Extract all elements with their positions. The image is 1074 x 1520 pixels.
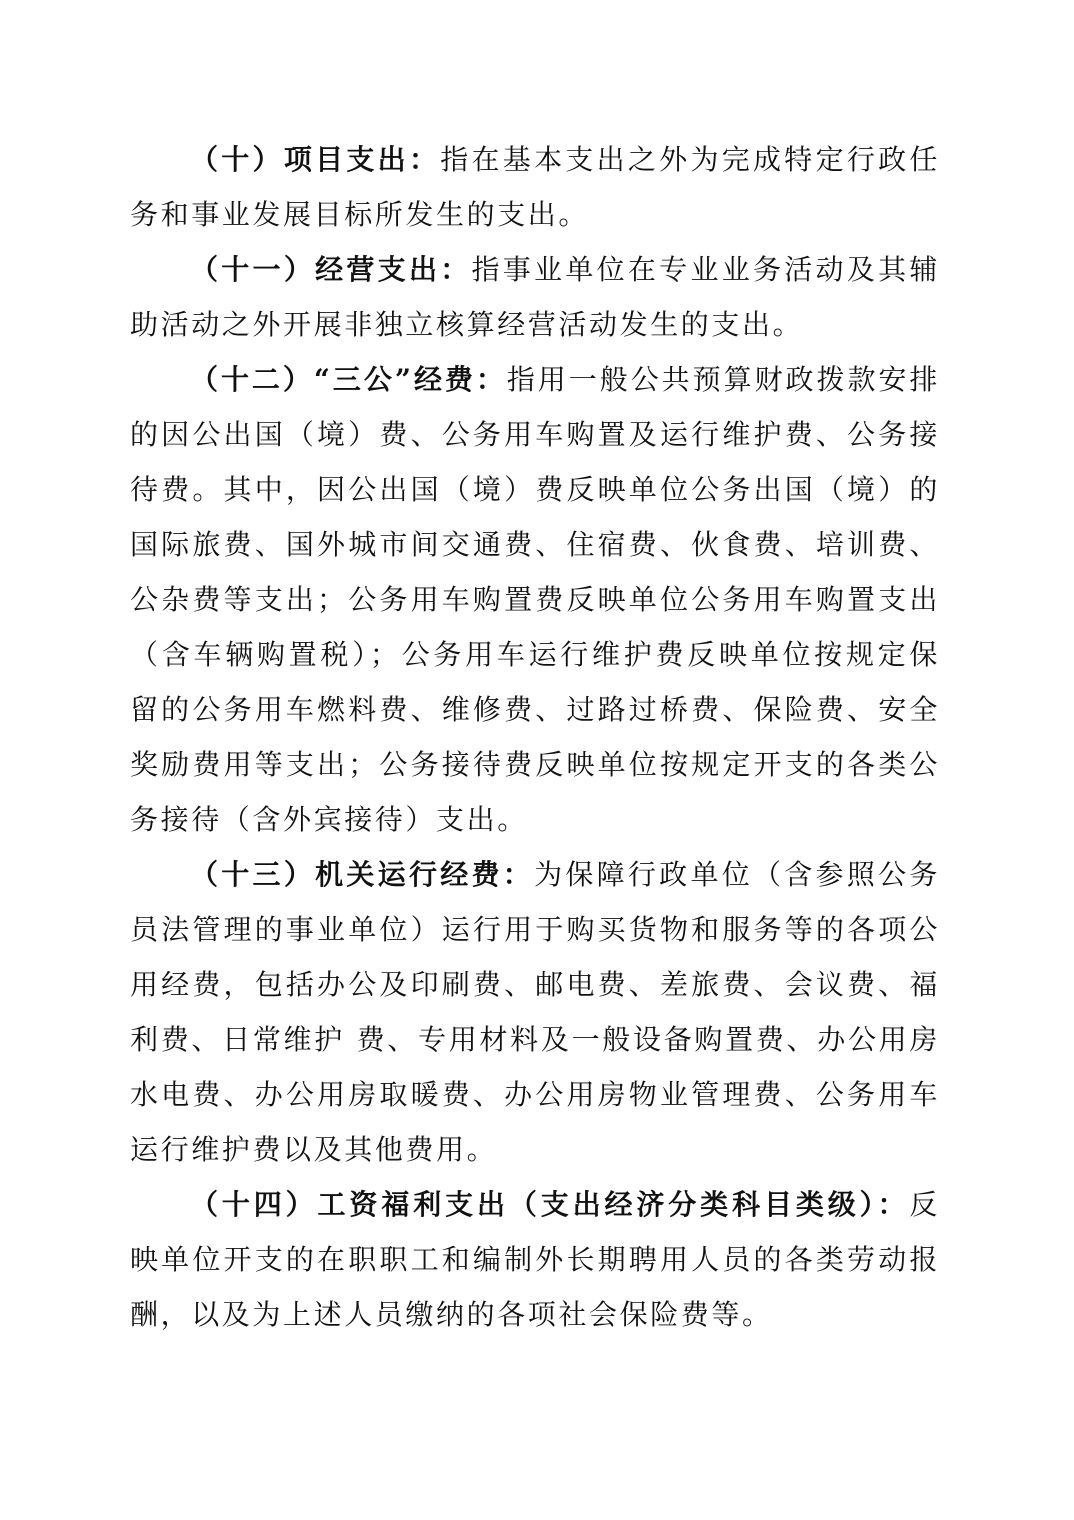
paragraph-operating-expenditure (130, 242, 940, 352)
document-body (130, 132, 940, 1342)
definition-three-public-funds: 指用一般公共预算财政拨款安排的因公出国（境）费、公务用车购置及运行维护费、公务接待费。其中，因公出国（境）费反映单位公务出国（境）的国际旅费、国外城市间交通费、住宿费、伙食费、培训费、公杂费等支出；公务用车购置费反映单位公务用车购置支出（含车辆购置税）；公务用车运行维护费反映单位按规定保留的公务用车燃料费、维修费、过路过桥费、保险费、安全奖励费用等支出；公务接待费反映单位按规定开支的各类公务接待（含外宾接待）支出。 (130, 363, 941, 836)
definition-operating-expenditure: 指事业单位在专业业务活动及其辅助活动之外开展非独立核算经营活动发生的支出。 (130, 253, 940, 341)
definition-agency-operating-funds: 为保障行政单位（含参照公务员法管理的事业单位）运行用于购买货物和服务等的各项公用经费，包括办公及印刷费、邮电费、差旅费、会议费、福利费、日常维护 费、专用材料及一般设备购置费、办公用房水电费、办公用房取暖费、办公用房物业管理费、公务用车运行维护费以及其他费用。 (130, 858, 940, 1166)
term-wage-welfare-expenditure: （十四）工资福利支出（支出经济分类科目类级）： (190, 1188, 910, 1221)
paragraph-three-public-funds (130, 352, 940, 847)
paragraph-project-expenditure (130, 132, 940, 242)
definition-wage-welfare-expenditure: 反映单位开支的在职职工和编制外长期聘用人员的各类劳动报酬，以及为上述人员缴纳的各项社会保险费等。 (130, 1188, 940, 1331)
definition-project-expenditure: 指在基本支出之外为完成特定行政任务和事业发展目标所发生的支出。 (130, 143, 940, 231)
term-operating-expenditure: （十一）经营支出： (190, 253, 472, 286)
term-three-public-funds: （十二）“三公”经费： (190, 363, 507, 396)
term-agency-operating-funds: （十三）机关运行经费： (190, 858, 535, 891)
term-project-expenditure: （十）项目支出： (190, 143, 441, 176)
paragraph-agency-operating-funds (130, 847, 940, 1177)
paragraph-wage-welfare-expenditure (130, 1177, 940, 1342)
